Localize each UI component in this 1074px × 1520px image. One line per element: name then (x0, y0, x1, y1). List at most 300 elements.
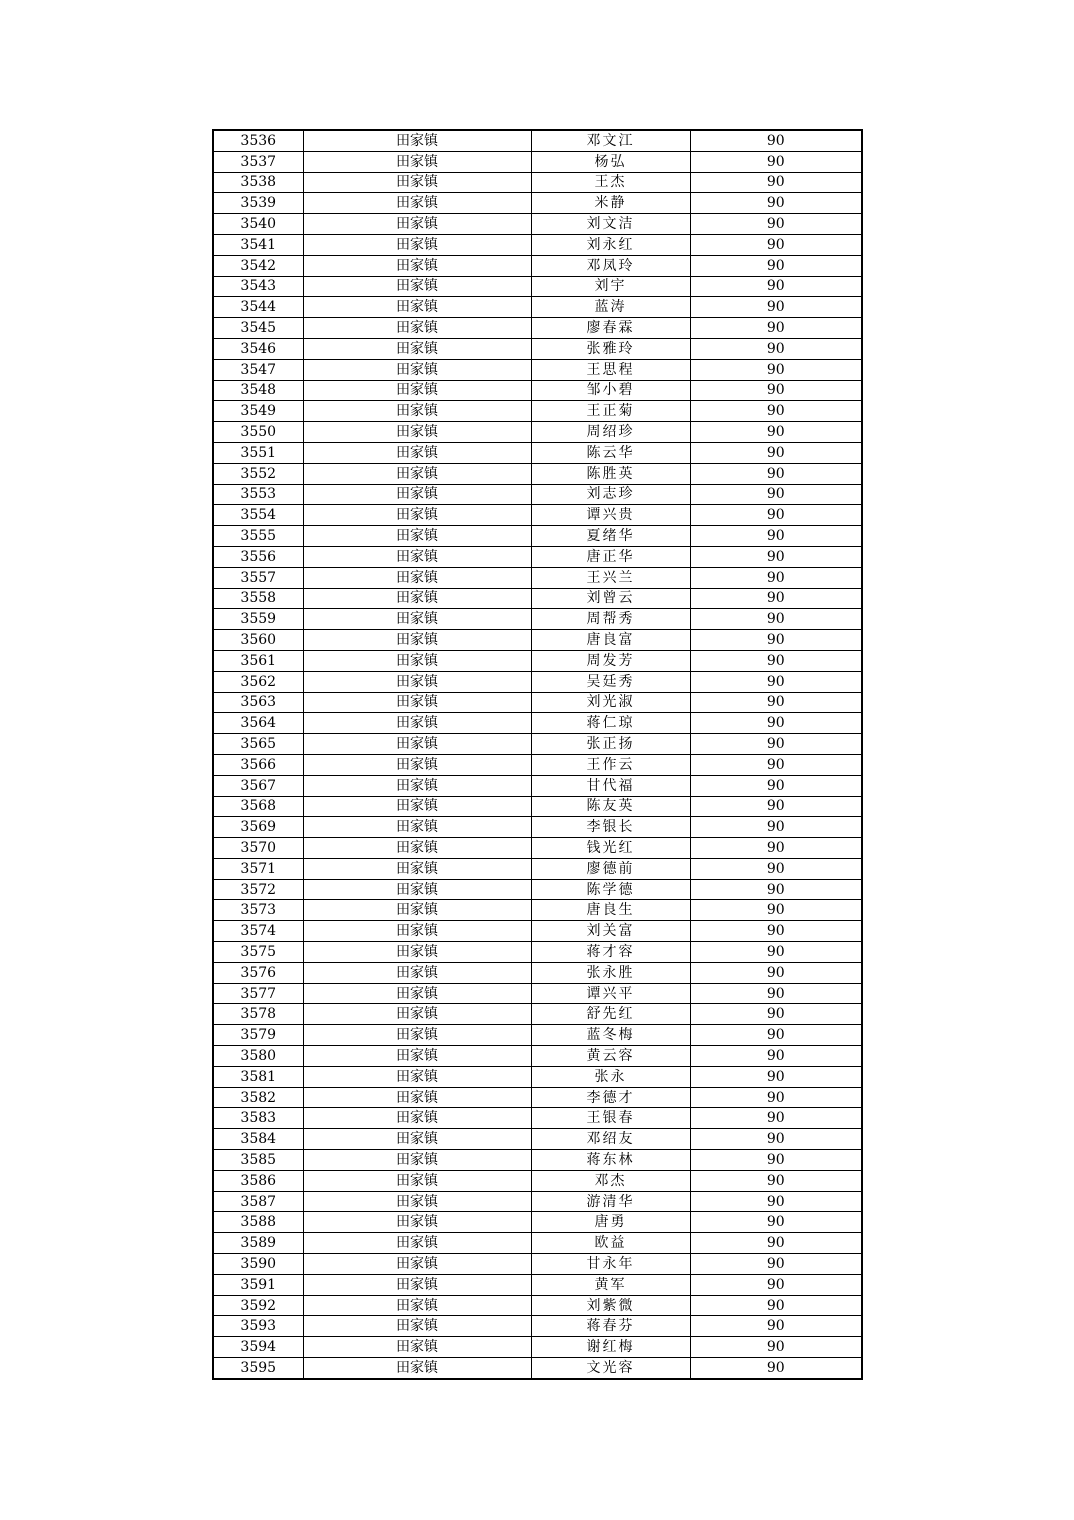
score-cell: 90 (690, 1254, 862, 1275)
row-number-cell: 3582 (213, 1087, 303, 1108)
score-cell: 90 (690, 1295, 862, 1316)
score-cell: 90 (690, 1358, 862, 1379)
score-cell: 90 (690, 588, 862, 609)
row-number-cell: 3575 (213, 942, 303, 963)
person-name-cell: 邓凤玲 (531, 255, 690, 276)
town-cell: 田家镇 (303, 900, 531, 921)
score-cell: 90 (690, 1025, 862, 1046)
town-cell: 田家镇 (303, 422, 531, 443)
table-row (213, 692, 862, 713)
person-name-cell: 陈云华 (531, 442, 690, 463)
row-number-cell: 3567 (213, 775, 303, 796)
row-number-cell: 3577 (213, 983, 303, 1004)
row-number-cell: 3564 (213, 713, 303, 734)
town-cell: 田家镇 (303, 588, 531, 609)
person-name-cell: 陈友英 (531, 796, 690, 817)
person-name-cell: 谢红梅 (531, 1337, 690, 1358)
town-cell: 田家镇 (303, 1274, 531, 1295)
score-cell: 90 (690, 193, 862, 214)
score-cell: 90 (690, 318, 862, 339)
table-row (213, 484, 862, 505)
table-row (213, 297, 862, 318)
table-row (213, 1066, 862, 1087)
score-cell: 90 (690, 1212, 862, 1233)
table-row (213, 1358, 862, 1379)
town-cell: 田家镇 (303, 526, 531, 547)
table-row (213, 1191, 862, 1212)
person-name-cell: 王正菊 (531, 401, 690, 422)
town-cell: 田家镇 (303, 921, 531, 942)
score-cell: 90 (690, 214, 862, 235)
score-cell: 90 (690, 1274, 862, 1295)
person-name-cell: 周绍珍 (531, 422, 690, 443)
town-cell: 田家镇 (303, 318, 531, 339)
row-number-cell: 3559 (213, 609, 303, 630)
roster-table (212, 129, 863, 1380)
roster-table-body (213, 130, 862, 1379)
person-name-cell: 周发芳 (531, 650, 690, 671)
score-cell: 90 (690, 422, 862, 443)
town-cell: 田家镇 (303, 962, 531, 983)
table-row (213, 962, 862, 983)
town-cell: 田家镇 (303, 650, 531, 671)
score-cell: 90 (690, 338, 862, 359)
table-row (213, 422, 862, 443)
row-number-cell: 3572 (213, 879, 303, 900)
town-cell: 田家镇 (303, 505, 531, 526)
table-row (213, 1254, 862, 1275)
town-cell: 田家镇 (303, 1295, 531, 1316)
score-cell: 90 (690, 1004, 862, 1025)
score-cell: 90 (690, 276, 862, 297)
person-name-cell: 钱光红 (531, 838, 690, 859)
town-cell: 田家镇 (303, 359, 531, 380)
table-row (213, 546, 862, 567)
table-row (213, 380, 862, 401)
table-row (213, 942, 862, 963)
score-cell: 90 (690, 546, 862, 567)
table-row (213, 193, 862, 214)
person-name-cell: 刘文洁 (531, 214, 690, 235)
town-cell: 田家镇 (303, 734, 531, 755)
town-cell: 田家镇 (303, 1046, 531, 1067)
row-number-cell: 3565 (213, 734, 303, 755)
score-cell: 90 (690, 172, 862, 193)
score-cell: 90 (690, 255, 862, 276)
table-row (213, 318, 862, 339)
town-cell: 田家镇 (303, 172, 531, 193)
town-cell: 田家镇 (303, 276, 531, 297)
table-row (213, 255, 862, 276)
town-cell: 田家镇 (303, 775, 531, 796)
row-number-cell: 3579 (213, 1025, 303, 1046)
score-cell: 90 (690, 442, 862, 463)
town-cell: 田家镇 (303, 1129, 531, 1150)
person-name-cell: 张永 (531, 1066, 690, 1087)
person-name-cell: 邹小碧 (531, 380, 690, 401)
person-name-cell: 唐良富 (531, 630, 690, 651)
row-number-cell: 3570 (213, 838, 303, 859)
row-number-cell: 3576 (213, 962, 303, 983)
row-number-cell: 3587 (213, 1191, 303, 1212)
person-name-cell: 陈学德 (531, 879, 690, 900)
table-row (213, 505, 862, 526)
table-row (213, 1337, 862, 1358)
score-cell: 90 (690, 1066, 862, 1087)
score-cell: 90 (690, 858, 862, 879)
person-name-cell: 周帮秀 (531, 609, 690, 630)
score-cell: 90 (690, 1129, 862, 1150)
town-cell: 田家镇 (303, 1358, 531, 1379)
score-cell: 90 (690, 775, 862, 796)
row-number-cell: 3548 (213, 380, 303, 401)
table-row (213, 796, 862, 817)
score-cell: 90 (690, 463, 862, 484)
town-cell: 田家镇 (303, 130, 531, 151)
table-row (213, 234, 862, 255)
score-cell: 90 (690, 754, 862, 775)
person-name-cell: 李德才 (531, 1087, 690, 1108)
row-number-cell: 3552 (213, 463, 303, 484)
row-number-cell: 3595 (213, 1358, 303, 1379)
person-name-cell: 谭兴贵 (531, 505, 690, 526)
town-cell: 田家镇 (303, 255, 531, 276)
person-name-cell: 邓绍友 (531, 1129, 690, 1150)
table-row (213, 1025, 862, 1046)
row-number-cell: 3594 (213, 1337, 303, 1358)
town-cell: 田家镇 (303, 796, 531, 817)
person-name-cell: 蒋春芬 (531, 1316, 690, 1337)
person-name-cell: 张雅玲 (531, 338, 690, 359)
score-cell: 90 (690, 921, 862, 942)
row-number-cell: 3574 (213, 921, 303, 942)
row-number-cell: 3585 (213, 1150, 303, 1171)
row-number-cell: 3538 (213, 172, 303, 193)
town-cell: 田家镇 (303, 1004, 531, 1025)
table-row (213, 754, 862, 775)
score-cell: 90 (690, 484, 862, 505)
table-row (213, 713, 862, 734)
person-name-cell: 刘光淑 (531, 692, 690, 713)
row-number-cell: 3551 (213, 442, 303, 463)
row-number-cell: 3563 (213, 692, 303, 713)
row-number-cell: 3545 (213, 318, 303, 339)
person-name-cell: 夏绪华 (531, 526, 690, 547)
town-cell: 田家镇 (303, 1233, 531, 1254)
town-cell: 田家镇 (303, 609, 531, 630)
person-name-cell: 蒋东林 (531, 1150, 690, 1171)
town-cell: 田家镇 (303, 338, 531, 359)
person-name-cell: 刘永红 (531, 234, 690, 255)
town-cell: 田家镇 (303, 1108, 531, 1129)
row-number-cell: 3593 (213, 1316, 303, 1337)
row-number-cell: 3581 (213, 1066, 303, 1087)
row-number-cell: 3573 (213, 900, 303, 921)
score-cell: 90 (690, 900, 862, 921)
town-cell: 田家镇 (303, 1087, 531, 1108)
row-number-cell: 3586 (213, 1170, 303, 1191)
table-row (213, 526, 862, 547)
table-row (213, 1274, 862, 1295)
row-number-cell: 3553 (213, 484, 303, 505)
town-cell: 田家镇 (303, 692, 531, 713)
row-number-cell: 3583 (213, 1108, 303, 1129)
row-number-cell: 3544 (213, 297, 303, 318)
town-cell: 田家镇 (303, 1254, 531, 1275)
person-name-cell: 杨弘 (531, 151, 690, 172)
person-name-cell: 甘永年 (531, 1254, 690, 1275)
town-cell: 田家镇 (303, 838, 531, 859)
person-name-cell: 蒋才容 (531, 942, 690, 963)
row-number-cell: 3540 (213, 214, 303, 235)
town-cell: 田家镇 (303, 380, 531, 401)
person-name-cell: 吴廷秀 (531, 671, 690, 692)
table-row (213, 1150, 862, 1171)
town-cell: 田家镇 (303, 1150, 531, 1171)
person-name-cell: 游清华 (531, 1191, 690, 1212)
score-cell: 90 (690, 650, 862, 671)
row-number-cell: 3554 (213, 505, 303, 526)
table-row (213, 650, 862, 671)
table-row (213, 879, 862, 900)
table-row (213, 151, 862, 172)
town-cell: 田家镇 (303, 567, 531, 588)
table-row (213, 463, 862, 484)
person-name-cell: 谭兴平 (531, 983, 690, 1004)
score-cell: 90 (690, 526, 862, 547)
town-cell: 田家镇 (303, 942, 531, 963)
person-name-cell: 王杰 (531, 172, 690, 193)
table-row (213, 276, 862, 297)
person-name-cell: 蒋仁琼 (531, 713, 690, 734)
table-row (213, 359, 862, 380)
town-cell: 田家镇 (303, 1212, 531, 1233)
score-cell: 90 (690, 838, 862, 859)
row-number-cell: 3568 (213, 796, 303, 817)
score-cell: 90 (690, 879, 862, 900)
person-name-cell: 刘曾云 (531, 588, 690, 609)
town-cell: 田家镇 (303, 1316, 531, 1337)
person-name-cell: 张永胜 (531, 962, 690, 983)
table-row (213, 1087, 862, 1108)
person-name-cell: 李银长 (531, 817, 690, 838)
town-cell: 田家镇 (303, 858, 531, 879)
table-row (213, 338, 862, 359)
score-cell: 90 (690, 401, 862, 422)
row-number-cell: 3580 (213, 1046, 303, 1067)
person-name-cell: 邓文江 (531, 130, 690, 151)
table-row (213, 401, 862, 422)
score-cell: 90 (690, 151, 862, 172)
score-cell: 90 (690, 1108, 862, 1129)
row-number-cell: 3562 (213, 671, 303, 692)
row-number-cell: 3558 (213, 588, 303, 609)
table-row (213, 1233, 862, 1254)
table-row (213, 817, 862, 838)
table-row (213, 442, 862, 463)
row-number-cell: 3584 (213, 1129, 303, 1150)
row-number-cell: 3566 (213, 754, 303, 775)
person-name-cell: 王思程 (531, 359, 690, 380)
person-name-cell: 王兴兰 (531, 567, 690, 588)
table-row (213, 921, 862, 942)
person-name-cell: 黄军 (531, 1274, 690, 1295)
town-cell: 田家镇 (303, 671, 531, 692)
row-number-cell: 3590 (213, 1254, 303, 1275)
table-row (213, 609, 862, 630)
town-cell: 田家镇 (303, 879, 531, 900)
town-cell: 田家镇 (303, 463, 531, 484)
person-name-cell: 刘紫微 (531, 1295, 690, 1316)
table-row (213, 1004, 862, 1025)
row-number-cell: 3591 (213, 1274, 303, 1295)
row-number-cell: 3541 (213, 234, 303, 255)
table-row (213, 671, 862, 692)
table-row (213, 214, 862, 235)
person-name-cell: 刘宇 (531, 276, 690, 297)
score-cell: 90 (690, 734, 862, 755)
person-name-cell: 邓杰 (531, 1170, 690, 1191)
row-number-cell: 3555 (213, 526, 303, 547)
person-name-cell: 黄云容 (531, 1046, 690, 1067)
row-number-cell: 3556 (213, 546, 303, 567)
score-cell: 90 (690, 297, 862, 318)
score-cell: 90 (690, 630, 862, 651)
table-row (213, 1129, 862, 1150)
town-cell: 田家镇 (303, 401, 531, 422)
town-cell: 田家镇 (303, 151, 531, 172)
score-cell: 90 (690, 796, 862, 817)
town-cell: 田家镇 (303, 983, 531, 1004)
table-row (213, 1316, 862, 1337)
town-cell: 田家镇 (303, 713, 531, 734)
row-number-cell: 3571 (213, 858, 303, 879)
score-cell: 90 (690, 1170, 862, 1191)
town-cell: 田家镇 (303, 817, 531, 838)
town-cell: 田家镇 (303, 754, 531, 775)
town-cell: 田家镇 (303, 234, 531, 255)
person-name-cell: 甘代福 (531, 775, 690, 796)
person-name-cell: 王作云 (531, 754, 690, 775)
score-cell: 90 (690, 1191, 862, 1212)
person-name-cell: 欧益 (531, 1233, 690, 1254)
row-number-cell: 3592 (213, 1295, 303, 1316)
table-row (213, 900, 862, 921)
table-row (213, 858, 862, 879)
score-cell: 90 (690, 817, 862, 838)
person-name-cell: 米静 (531, 193, 690, 214)
person-name-cell: 廖德前 (531, 858, 690, 879)
score-cell: 90 (690, 359, 862, 380)
row-number-cell: 3560 (213, 630, 303, 651)
town-cell: 田家镇 (303, 193, 531, 214)
row-number-cell: 3589 (213, 1233, 303, 1254)
table-row (213, 1212, 862, 1233)
score-cell: 90 (690, 1233, 862, 1254)
person-name-cell: 唐勇 (531, 1212, 690, 1233)
person-name-cell: 蓝冬梅 (531, 1025, 690, 1046)
town-cell: 田家镇 (303, 442, 531, 463)
town-cell: 田家镇 (303, 484, 531, 505)
table-row (213, 630, 862, 651)
person-name-cell: 刘关富 (531, 921, 690, 942)
table-row (213, 775, 862, 796)
town-cell: 田家镇 (303, 1066, 531, 1087)
town-cell: 田家镇 (303, 1170, 531, 1191)
score-cell: 90 (690, 1087, 862, 1108)
row-number-cell: 3561 (213, 650, 303, 671)
table-row (213, 130, 862, 151)
table-row (213, 734, 862, 755)
score-cell: 90 (690, 692, 862, 713)
table-row (213, 172, 862, 193)
town-cell: 田家镇 (303, 1191, 531, 1212)
person-name-cell: 陈胜英 (531, 463, 690, 484)
score-cell: 90 (690, 713, 862, 734)
table-row (213, 567, 862, 588)
row-number-cell: 3550 (213, 422, 303, 443)
row-number-cell: 3569 (213, 817, 303, 838)
person-name-cell: 文光容 (531, 1358, 690, 1379)
row-number-cell: 3547 (213, 359, 303, 380)
town-cell: 田家镇 (303, 1337, 531, 1358)
score-cell: 90 (690, 942, 862, 963)
town-cell: 田家镇 (303, 297, 531, 318)
person-name-cell: 廖春霖 (531, 318, 690, 339)
row-number-cell: 3549 (213, 401, 303, 422)
score-cell: 90 (690, 234, 862, 255)
person-name-cell: 舒先红 (531, 1004, 690, 1025)
row-number-cell: 3557 (213, 567, 303, 588)
person-name-cell: 王银春 (531, 1108, 690, 1129)
score-cell: 90 (690, 962, 862, 983)
row-number-cell: 3588 (213, 1212, 303, 1233)
table-row (213, 1170, 862, 1191)
table-row (213, 1046, 862, 1067)
score-cell: 90 (690, 1337, 862, 1358)
row-number-cell: 3536 (213, 130, 303, 151)
person-name-cell: 刘志珍 (531, 484, 690, 505)
row-number-cell: 3546 (213, 338, 303, 359)
score-cell: 90 (690, 671, 862, 692)
table-row (213, 983, 862, 1004)
row-number-cell: 3543 (213, 276, 303, 297)
row-number-cell: 3578 (213, 1004, 303, 1025)
table-row (213, 1108, 862, 1129)
town-cell: 田家镇 (303, 1025, 531, 1046)
table-row (213, 588, 862, 609)
score-cell: 90 (690, 1316, 862, 1337)
person-name-cell: 唐正华 (531, 546, 690, 567)
score-cell: 90 (690, 505, 862, 526)
row-number-cell: 3542 (213, 255, 303, 276)
score-cell: 90 (690, 567, 862, 588)
score-cell: 90 (690, 380, 862, 401)
table-row (213, 1295, 862, 1316)
score-cell: 90 (690, 1150, 862, 1171)
person-name-cell: 张正扬 (531, 734, 690, 755)
row-number-cell: 3537 (213, 151, 303, 172)
score-cell: 90 (690, 130, 862, 151)
score-cell: 90 (690, 983, 862, 1004)
score-cell: 90 (690, 609, 862, 630)
table-row (213, 838, 862, 859)
row-number-cell: 3539 (213, 193, 303, 214)
town-cell: 田家镇 (303, 214, 531, 235)
town-cell: 田家镇 (303, 546, 531, 567)
person-name-cell: 蓝涛 (531, 297, 690, 318)
town-cell: 田家镇 (303, 630, 531, 651)
